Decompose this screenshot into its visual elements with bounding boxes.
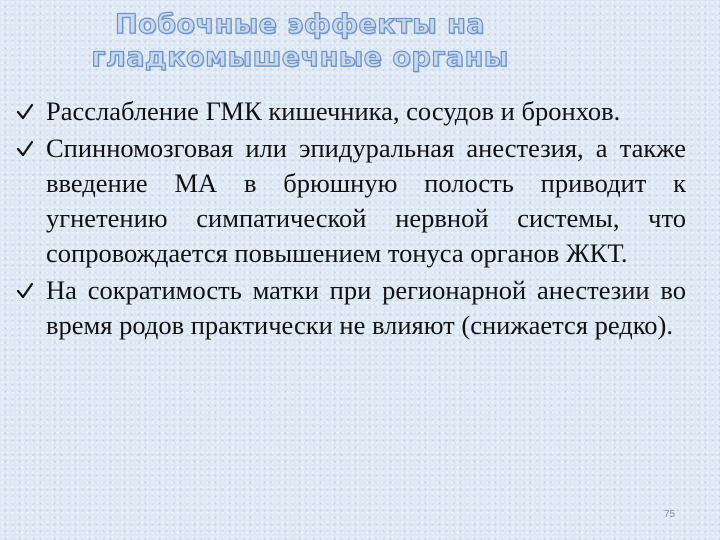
bullet-text-3: На сократимость матки при регионарной анестезии во время родов практически не влияют (снижается редко). <box>46 275 686 340</box>
bullet-text-1: Расслабление ГМК кишечника, сосудов и бронхов. <box>46 96 621 126</box>
slide-title <box>0 8 600 74</box>
bullet-item-2 <box>16 131 686 271</box>
bullet-item-3 <box>16 273 686 343</box>
bullet-list <box>16 94 686 345</box>
slide-title-line-1: Побочные эффекты на <box>115 9 485 40</box>
page-number: 75 <box>664 509 676 520</box>
bullet-item-1 <box>16 94 686 129</box>
bullet-text-2: Спинномозговая или эпидуральная анестезия, а также введение МА в брюшную полость приводит к угнетению симпатической нервной системы, что сопровождается повышением тонуса органов ЖКТ. <box>46 133 686 268</box>
slide-title-line-2: гладкомышечные органы <box>91 42 509 73</box>
checkmark-icon <box>16 140 34 158</box>
checkmark-icon <box>16 103 34 121</box>
checkmark-icon <box>16 282 34 300</box>
